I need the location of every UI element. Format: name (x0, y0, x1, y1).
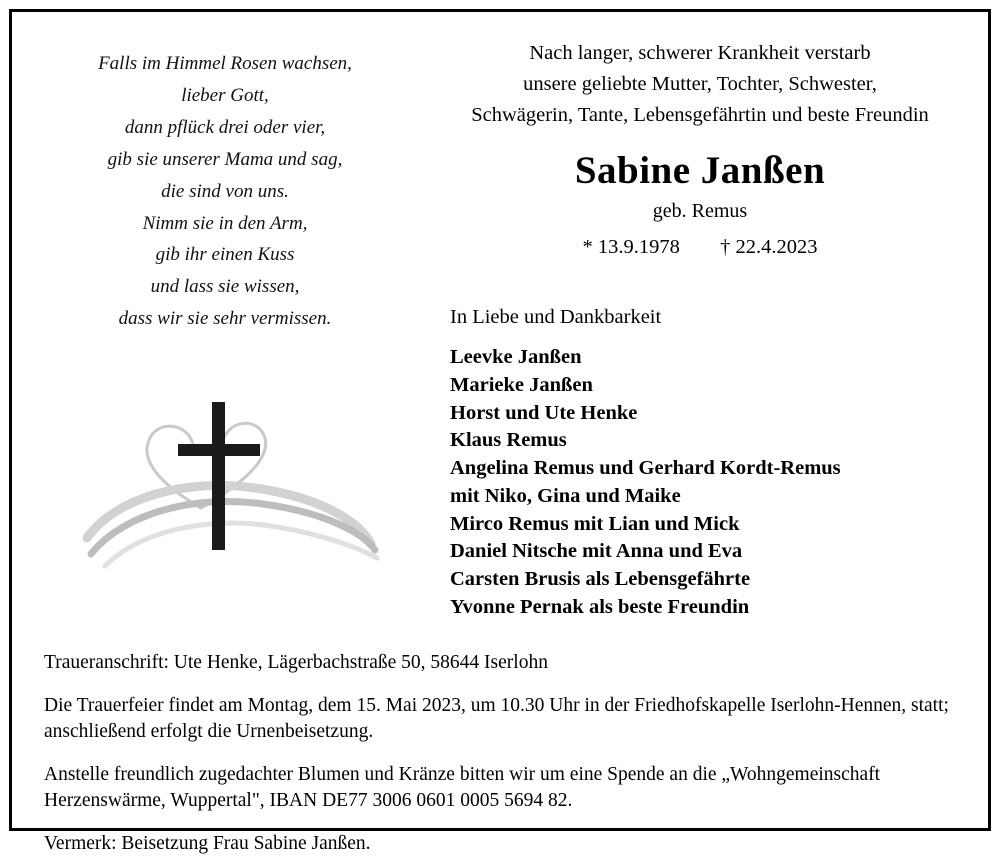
deceased-name: Sabine Janßen (574, 149, 826, 192)
cross-with-heart-and-swoosh-icon (75, 378, 395, 578)
ceremony-details: Die Trauerfeier findet am Montag, dem 15. Mai 2023, um 10.30 Uhr in der Friedhofskapelle Iserlohn-Hennen, statt; anschließend erfolgt die Urnenbeisetzung. (44, 694, 949, 743)
poem-line: dass wir sie sehr vermissen. (118, 308, 332, 330)
list-item: Leevke Janßen (450, 346, 582, 368)
list-item: Marieke Janßen (450, 373, 593, 396)
list-item: mit Niko, Gina und Maike (450, 484, 681, 507)
list-item: Yvonne Pernak als beste Freundin (450, 595, 750, 618)
mourning-address: Traueranschrift: Ute Henke, Lägerbachstraße 50, 58644 Iserlohn (44, 652, 548, 673)
list-item: Angelina Remus und Gerhard Kordt-Remus (450, 457, 841, 480)
intro-line: Schwägerin, Tante, Lebensgefährtin und beste Freundin (471, 104, 929, 127)
maiden-name: geb. Remus (652, 200, 748, 222)
donation-note: Vermerk: Beisetzung Frau Sabine Janßen. (44, 832, 371, 854)
death-date: † 22.4.2023 (720, 236, 818, 258)
poem-line: Falls im Himmel Rosen wachsen, (98, 53, 352, 74)
poem-line: gib ihr einen Kuss (155, 244, 295, 266)
list-item: Klaus Remus (450, 429, 567, 452)
poem-line: lieber Gott, (181, 84, 269, 106)
intro-line: Nach langer, schwerer Krankheit verstarb (529, 42, 871, 64)
list-item: Carsten Brusis als Lebensgefährte (450, 568, 751, 591)
list-item: Horst und Ute Henke (450, 401, 638, 424)
intro-block (430, 38, 970, 131)
dedication-text: In Liebe und Dankbarkeit (450, 306, 662, 328)
life-dates (430, 236, 970, 259)
intro-line: unsere geliebte Mutter, Tochter, Schwester, (523, 73, 877, 96)
poem-line: und lass sie wissen, (150, 276, 300, 298)
list-item: Daniel Nitsche mit Anna und Eva (450, 540, 743, 563)
mourners-list (450, 344, 841, 622)
poem-line: dann pflück drei oder vier, (124, 116, 326, 138)
poem-block (60, 48, 390, 335)
footer-block (44, 650, 960, 857)
list-item: Mirco Remus mit Lian und Mick (450, 512, 740, 535)
poem-line: Nimm sie in den Arm, (142, 212, 308, 234)
birth-date: * 13.9.1978 (582, 236, 680, 258)
poem-line: gib sie unserer Mama und sag, (107, 148, 343, 170)
poem-line: die sind von uns. (161, 180, 289, 202)
donation-request: Anstelle freundlich zugedachter Blumen und Kränze bitten wir um eine Spende an die „Wohngemeinschaft Herzenswärme, Wuppertal", IBAN DE77 3006 0601 0005 5694 82. (44, 763, 881, 812)
